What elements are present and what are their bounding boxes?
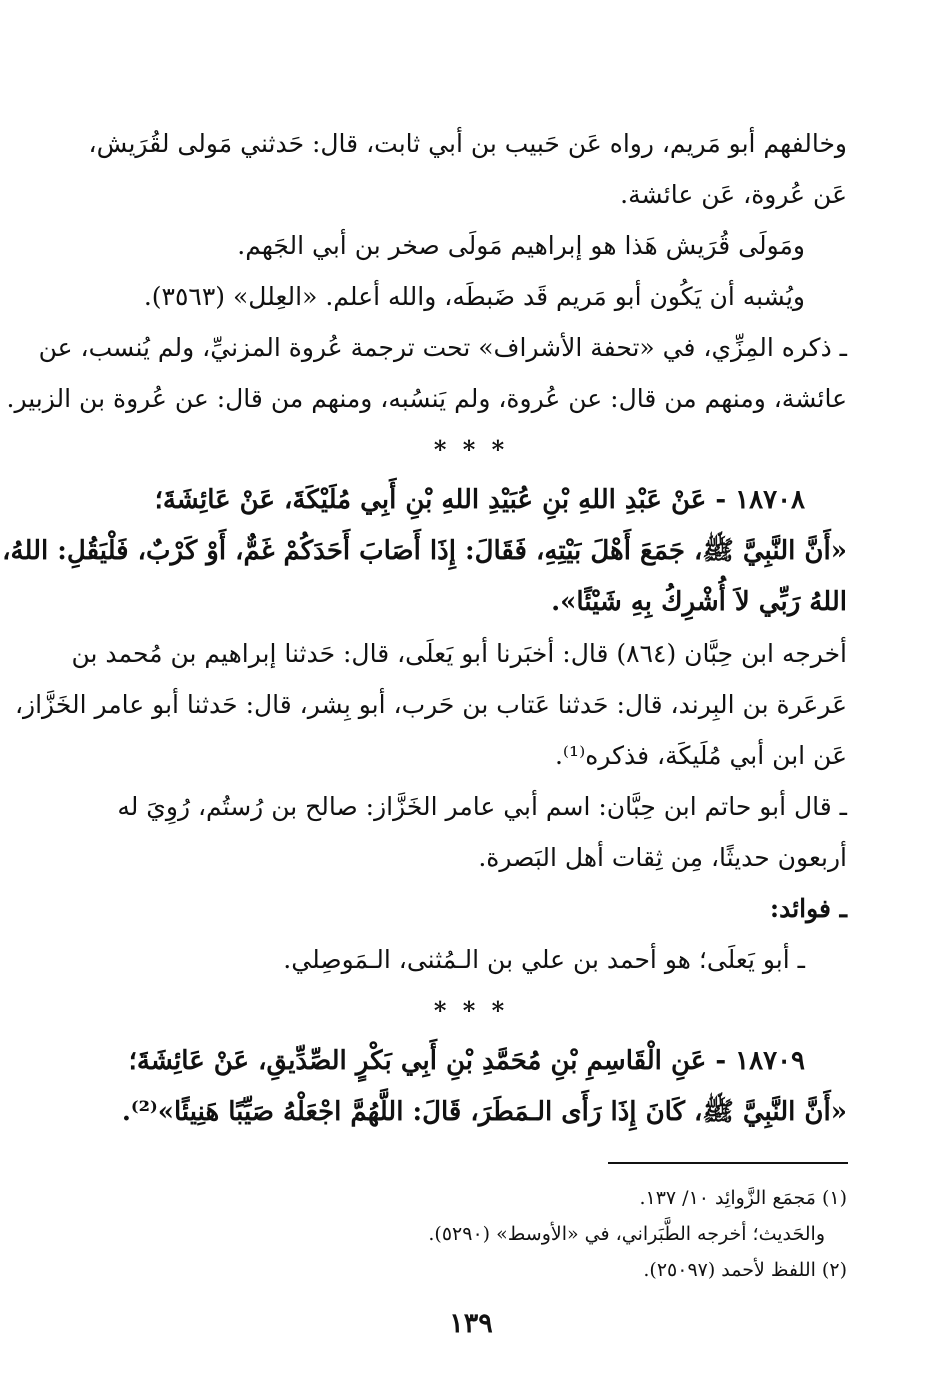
comment-line: ـ قال أبو حاتم ابن حِبَّان: اسم أبي عامر الخَزَّاز: صالح بن رُستُم، رُوِيَ له — [117, 792, 847, 821]
text-line: ـ ذكره المِزِّي، في «تحفة الأشراف» تحت ترجمة عُروة المزنيِّ، ولم يُنسب، عن — [38, 333, 847, 362]
page-number: ١٣٩ — [449, 1308, 493, 1339]
text-line: ويُشبه أن يَكُون أبو مَريم قَد ضَبطَه، والله أعلم. «العِلل» (٣٥٦٣). — [143, 282, 805, 311]
text-line: عائشة، ومنهم من قال: عن عُروة، ولم يَنسُبه، ومنهم من قال: عن عُروة بن الزبير. — [6, 384, 847, 413]
footnote-rule — [608, 1162, 848, 1164]
hadith-heading: ١٨٧٠٨ - عَنْ عَبْدِ اللهِ بْنِ عُبَيْدِ اللهِ بْنِ أَبِي مُلَيْكَةَ، عَنْ عَائِشَةَ؛ — [154, 485, 805, 515]
text-line: عَن عُروة، عَن عائشة. — [620, 180, 847, 209]
takhrij-line: عَن ابن أبي مُلَيكَة، فذكره⁽¹⁾. — [554, 741, 847, 770]
footnotes — [95, 1180, 847, 1288]
footnote: (١) مَجمَع الزَّوائِد ١٠/ ١٣٧. — [639, 1187, 847, 1209]
section-separator: * * * — [433, 996, 509, 1025]
takhrij-line: عَرعَرة بن البِرند، قال: حَدثنا عَتاب بن حَرب، أبو بِشر، قال: حَدثنا أبو عامر الخَزَّاز، — [14, 690, 847, 719]
footnote: والحَديث؛ أخرجه الطَّبَراني، في «الأوسط» (٥٢٩٠). — [428, 1223, 825, 1245]
text-line: ومَولَى قُرَيش هَذا هو إبراهيم مَولَى صخر بن أبي الجَهم. — [237, 231, 805, 260]
hadith-text: «أَنَّ النَّبِيَّ ﷺ، كَانَ إِذَا رَأَى الـمَطَرَ، قَالَ: اللَّهُمَّ اجْعَلْهُ صَيِّبًا هَنِيئًا»⁽²⁾. — [121, 1097, 847, 1127]
takhrij-line: أخرجه ابن حِبَّان (٨٦٤) قال: أخبَرنا أبو يَعلَى، قال: حَدثنا إبراهيم بن مُحمد بن — [71, 639, 847, 668]
section-separator: * * * — [433, 435, 509, 464]
fawaid-item: ـ أبو يَعلَى؛ هو أحمد بن علي بن الـمُثنى، الـمَوصِلي. — [283, 945, 805, 974]
comment-line: أربعون حديثًا، مِن ثِقات أهل البَصرة. — [478, 843, 847, 872]
footnote: (٢) اللفظ لأحمد (٢٥٠٩٧). — [643, 1259, 847, 1281]
text-line: وخالفهم أبو مَريم، رواه عَن حَبيب بن أبي ثابت، قال: حَدثني مَولى لقُرَيش، — [88, 129, 847, 158]
hadith-text: اللهُ رَبِّي لاَ أُشْرِكُ بِهِ شَيْئًا». — [551, 587, 847, 617]
fawaid-title: ـ فوائد: — [769, 894, 847, 923]
hadith-text: «أَنَّ النَّبِيَّ ﷺ، جَمَعَ أَهْلَ بَيْتِهِ، فَقَالَ: إِذَا أَصَابَ أَحَدَكُمْ غَمٌّ، أَوْ كَرْبٌ، فَلْيَقُلِ: اللهُ، — [2, 536, 847, 566]
hadith-heading: ١٨٧٠٩ - عَنِ الْقَاسِمِ بْنِ مُحَمَّدِ بْنِ أَبِي بَكْرٍ الصِّدِّيقِ، عَنْ عَائِشَةَ؛ — [128, 1046, 805, 1076]
page-body — [2, 118, 847, 1138]
